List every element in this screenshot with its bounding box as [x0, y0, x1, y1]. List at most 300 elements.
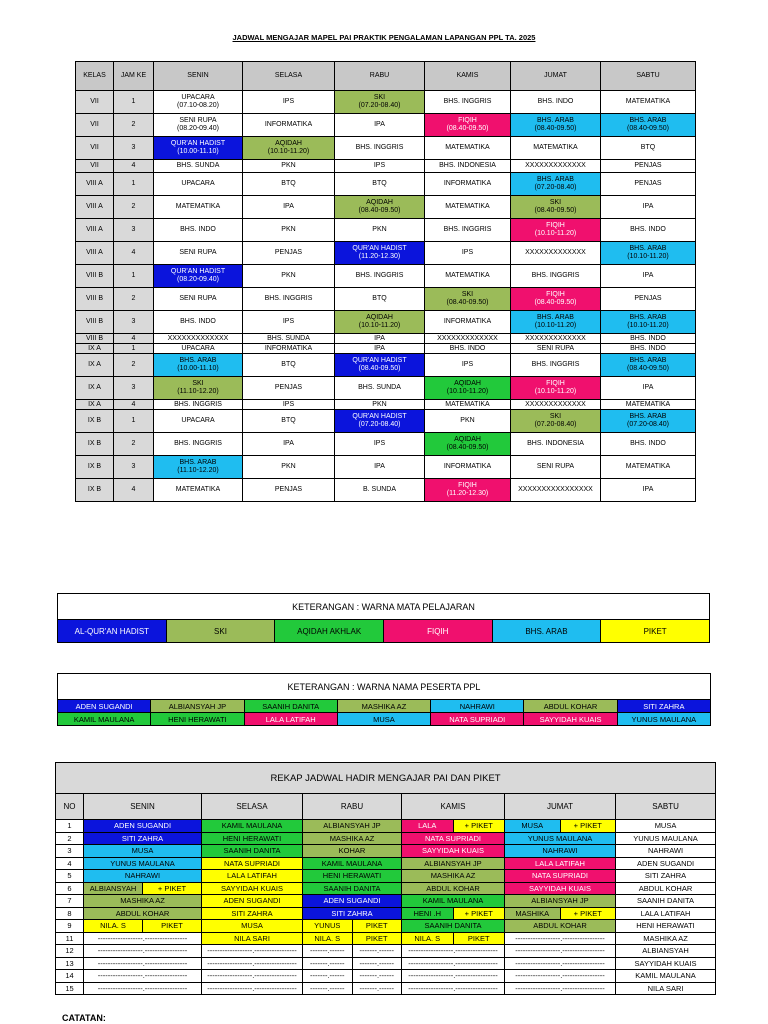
schedule-cell — [601, 344, 696, 354]
cell-text-line: BHS. ARAB — [629, 314, 667, 321]
schedule-cell — [243, 433, 335, 456]
recap-cell: ------------------.----------------- — [84, 970, 202, 983]
recap-piket-mark: + PIKET — [453, 908, 505, 920]
recap-name: -------.------ — [309, 946, 345, 955]
document-title: JADWAL MENGAJAR MAPEL PAI PRAKTIK PENGALAMAN LAPANGAN PPL TA. 2025 — [232, 33, 536, 42]
column-header: JUMAT — [511, 62, 601, 91]
cell-text-line: BHS. INDO — [630, 344, 666, 352]
cell-text-line: SKI — [192, 380, 204, 387]
class-cell: IX A — [76, 400, 114, 410]
class-cell: IX A — [76, 344, 114, 354]
cell-text-line: BHS. INDONESIA — [439, 162, 496, 169]
schedule-row — [76, 288, 696, 311]
schedule-row — [76, 433, 696, 456]
recap-cell: ------------------.----------------- — [84, 945, 202, 958]
schedule-cell — [243, 479, 335, 502]
schedule-row — [76, 410, 696, 433]
schedule-table — [75, 61, 696, 502]
cell-text-line: MATEMATIKA — [533, 144, 578, 151]
participant-color-legend — [57, 673, 711, 726]
cell-text-line: IPA — [642, 486, 654, 493]
recap-cell: ------------------.----------------- — [202, 957, 303, 970]
schedule-cell — [511, 265, 601, 288]
recap-row — [56, 945, 716, 958]
participant-legend-item: SITI ZAHRA — [617, 700, 710, 713]
recap-cell: ADEN SUGANDI — [202, 895, 303, 908]
cell-text-line: FIQIH — [546, 380, 565, 387]
cell-text-line: IPS — [282, 400, 295, 408]
participant-legend-item: KAMIL MAULANA — [58, 713, 151, 726]
schedule-cell — [154, 433, 243, 456]
participant-legend-item: HENI HERAWATI — [151, 713, 244, 726]
recap-cell: SAANIH DANITA — [202, 845, 303, 858]
cell-text-line: MATEMATIKA — [625, 98, 671, 105]
cell-text-line: QUR'AN HADIST — [170, 268, 226, 275]
schedule-cell — [243, 91, 335, 114]
participant-legend-item: ADEN SUGANDI — [58, 700, 151, 713]
cell-text-line: BHS. INDO — [630, 440, 666, 447]
schedule-cell — [154, 479, 243, 502]
recap-cell: ------------------.----------------- — [402, 945, 505, 958]
recap-row — [56, 895, 716, 908]
subject-legend-item: SKI — [166, 620, 275, 643]
cell-text-line: BHS. ARAB — [179, 357, 217, 364]
schedule-cell — [154, 196, 243, 219]
cell-text-line: BTQ — [281, 417, 296, 424]
cell-text-line: (08.40-09.50) — [534, 207, 577, 214]
cell-text-line: PENJAS — [634, 180, 662, 187]
schedule-cell — [425, 354, 511, 377]
recap-cell: KAMIL MAULANA — [202, 820, 303, 833]
cell-text-line: XXXXXXXXXXXXX — [437, 334, 498, 342]
recap-cell: NATA SUPRIADI — [202, 857, 303, 870]
cell-text-line: SKI — [549, 413, 562, 420]
cell-text-line: MATEMATIKA — [445, 144, 490, 151]
schedule-cell — [511, 196, 601, 219]
cell-text-line: BTQ — [372, 295, 387, 302]
recap-cell: ------------------.----------------- — [402, 982, 505, 995]
column-header: KELAS — [76, 62, 114, 91]
recap-cell: ADEN SUGANDI — [303, 895, 402, 908]
cell-text-line: FIQIH — [546, 222, 565, 229]
recap-name: HENI .H — [402, 908, 453, 920]
recap-cell — [84, 920, 202, 933]
schedule-cell — [335, 219, 425, 242]
cell-text-line: FIQIH — [458, 117, 477, 124]
cell-text-line: SENI RUPA — [179, 117, 217, 124]
schedule-cell — [243, 377, 335, 400]
recap-cell: ------------------.----------------- — [202, 945, 303, 958]
recap-row — [56, 907, 716, 920]
recap-cell: ABDUL KOHAR — [505, 920, 616, 933]
recap-name: NILA. S — [84, 920, 142, 932]
cell-text-line: IPS — [282, 98, 295, 105]
recap-title: REKAP JADWAL HADIR MENGAJAR PAI DAN PIKET — [56, 763, 716, 794]
subject-legend-item: FIQIH — [383, 620, 492, 643]
cell-text-line: MATEMATIKA — [175, 203, 221, 210]
schedule-cell — [335, 196, 425, 219]
recap-column-header: RABU — [303, 794, 402, 820]
period-cell: 2 — [114, 433, 154, 456]
column-header: SELASA — [243, 62, 335, 91]
schedule-cell — [154, 334, 243, 344]
cell-text-line: (08.40-09.50) — [626, 125, 670, 132]
schedule-cell — [154, 242, 243, 265]
schedule-cell — [511, 344, 601, 354]
cell-text-line: (10.10-11.20) — [627, 253, 669, 260]
cell-text-line: BHS. SUNDA — [358, 384, 401, 391]
schedule-cell — [425, 114, 511, 137]
recap-cell: ------------------.----------------- — [505, 970, 616, 983]
cell-text-line: SKI — [549, 199, 562, 206]
cell-text-line: SENI RUPA — [536, 463, 575, 470]
recap-split — [505, 908, 615, 920]
schedule-cell — [154, 410, 243, 433]
cell-text-line: (10.10-11.20) — [627, 322, 669, 329]
schedule-cell — [511, 456, 601, 479]
cell-text-line: PKN — [460, 417, 475, 424]
cell-text-line: BHS. INDO — [630, 334, 666, 342]
period-cell: 3 — [114, 311, 154, 334]
schedule-cell — [425, 410, 511, 433]
schedule-cell — [425, 173, 511, 196]
schedule-cell — [335, 433, 425, 456]
subject-legend-item: BHS. ARAB — [492, 620, 601, 643]
recap-cell: SITI ZAHRA — [616, 870, 716, 883]
recap-cell: MASHIKA AZ — [303, 832, 402, 845]
cell-text-line: BHS. ARAB — [629, 357, 667, 364]
participant-legend-item: ABDUL KOHAR — [524, 700, 617, 713]
recap-name: YUNUS — [303, 920, 352, 932]
recap-cell: SAANIH DANITA — [402, 920, 505, 933]
recap-cell: ABDUL KOHAR — [84, 907, 202, 920]
cell-text-line: (08.40-09.50) — [358, 207, 401, 214]
cell-text-line: XXXXXXXXXXXXX — [167, 334, 229, 342]
recap-cell: YUNUS MAULANA — [616, 832, 716, 845]
schedule-cell — [601, 114, 696, 137]
recap-cell: ADEN SUGANDI — [84, 820, 202, 833]
recap-cell: KAMIL MAULANA — [402, 895, 505, 908]
cell-text-line: PENJAS — [274, 384, 303, 391]
recap-piket-mark: -------.------ — [352, 945, 402, 957]
schedule-cell — [335, 311, 425, 334]
recap-name: NILA. S — [303, 933, 352, 945]
cell-text-line: IPA — [642, 272, 654, 279]
participant-legend-item: ALBIANSYAH JP — [151, 700, 244, 713]
cell-text-line: XXXXXXXXXXXXXXXX — [518, 486, 593, 493]
cell-text-line: IPA — [374, 121, 385, 128]
class-cell: VII — [76, 137, 114, 160]
cell-text-line: BHS. INDO — [180, 226, 216, 233]
cell-text-line: (08.40-09.50) — [358, 365, 401, 372]
period-cell: 4 — [114, 160, 154, 173]
recap-cell: NAHRAWI — [505, 845, 616, 858]
schedule-cell — [335, 479, 425, 502]
schedule-row — [76, 242, 696, 265]
recap-cell: ------------------.----------------- — [505, 945, 616, 958]
schedule-cell — [511, 479, 601, 502]
recap-piket-mark: + PIKET — [142, 883, 201, 895]
recap-row — [56, 920, 716, 933]
schedule-cell — [335, 410, 425, 433]
schedule-row — [76, 354, 696, 377]
schedule-cell — [601, 479, 696, 502]
class-cell: VIII B — [76, 288, 114, 311]
cell-text-line: (08.40-09.50) — [446, 444, 489, 451]
recap-name: ALBIANSYAH — [84, 883, 142, 895]
cell-text-line: PENJAS — [634, 162, 662, 169]
cell-text-line: PKN — [281, 463, 296, 470]
cell-text-line: (08.40-09.50) — [534, 125, 577, 132]
schedule-cell — [243, 196, 335, 219]
schedule-cell — [243, 311, 335, 334]
column-header: JAM KE — [114, 62, 154, 91]
cell-text-line: IPA — [374, 463, 385, 470]
cell-text-line: BHS. INGGRIS — [443, 226, 492, 233]
recap-split — [303, 958, 401, 970]
recap-cell: ------------------.----------------- — [505, 982, 616, 995]
recap-row — [56, 882, 716, 895]
recap-cell: HENI HERAWATI — [616, 920, 716, 933]
cell-text-line: AQIDAH — [275, 140, 302, 147]
subject-color-legend — [57, 593, 710, 643]
cell-text-line: (08.20-09.40) — [176, 276, 220, 283]
cell-text-line: PKN — [372, 400, 387, 408]
cell-text-line: (10.10-11.20) — [358, 322, 401, 329]
schedule-cell — [154, 354, 243, 377]
recap-cell: ------------------.----------------- — [202, 982, 303, 995]
recap-cell: SAYYIDAH KUAIS — [402, 845, 505, 858]
cell-text-line: PENJAS — [634, 295, 662, 302]
recap-number-cell: 4 — [56, 857, 84, 870]
recap-name: -------.------ — [309, 971, 345, 980]
recap-piket-mark: + PIKET — [453, 820, 505, 832]
recap-cell — [303, 957, 402, 970]
recap-cell: MASHIKA AZ — [616, 932, 716, 945]
schedule-row — [76, 173, 696, 196]
recap-cell: SITI ZAHRA — [303, 907, 402, 920]
cell-text-line: (08.40-09.50) — [446, 125, 489, 132]
recap-name: -------.------ — [309, 983, 345, 993]
schedule-cell — [243, 334, 335, 344]
cell-text-line: BHS. INGGRIS — [443, 98, 492, 105]
schedule-cell — [601, 433, 696, 456]
recap-row — [56, 857, 716, 870]
cell-text-line: IPA — [642, 384, 654, 391]
recap-cell — [402, 932, 505, 945]
cell-text-line: BHS. ARAB — [537, 176, 574, 183]
schedule-cell — [601, 354, 696, 377]
class-cell: IX A — [76, 354, 114, 377]
recap-number-cell: 12 — [56, 945, 84, 958]
recap-piket-mark: -------.------ — [352, 958, 402, 970]
schedule-cell — [511, 288, 601, 311]
cell-text-line: BHS. ARAB — [179, 459, 217, 466]
recap-cell: SAANIH DANITA — [303, 882, 402, 895]
recap-cell: ALBIANSYAH JP — [402, 857, 505, 870]
class-cell: VIII B — [76, 265, 114, 288]
recap-split — [402, 820, 504, 832]
period-cell: 2 — [114, 354, 154, 377]
cell-text-line: BHS. ARAB — [629, 413, 667, 420]
cell-text-line: PENJAS — [274, 486, 303, 493]
schedule-cell — [243, 354, 335, 377]
class-cell: IX B — [76, 456, 114, 479]
period-cell: 2 — [114, 196, 154, 219]
cell-text-line: BHS. INGGRIS — [531, 361, 580, 368]
schedule-cell — [335, 400, 425, 410]
period-cell: 4 — [114, 242, 154, 265]
schedule-cell — [425, 344, 511, 354]
cell-text-line: IPS — [461, 249, 474, 256]
period-cell: 1 — [114, 410, 154, 433]
period-cell: 2 — [114, 288, 154, 311]
schedule-row — [76, 114, 696, 137]
column-header: RABU — [335, 62, 425, 91]
column-header: KAMIS — [425, 62, 511, 91]
recap-number-cell: 7 — [56, 895, 84, 908]
class-cell: VIII A — [76, 242, 114, 265]
schedule-cell — [154, 400, 243, 410]
schedule-cell — [335, 377, 425, 400]
recap-cell: KAMIL MAULANA — [303, 857, 402, 870]
schedule-cell — [601, 410, 696, 433]
schedule-cell — [511, 160, 601, 173]
recap-cell: MUSA — [616, 820, 716, 833]
recap-cell: SAYYIDAH KUAIS — [505, 882, 616, 895]
cell-text-line: QUR'AN HADIST — [352, 357, 407, 364]
schedule-cell — [243, 288, 335, 311]
subject-legend-item: PIKET — [601, 620, 710, 643]
recap-cell — [84, 882, 202, 895]
recap-number-cell: 3 — [56, 845, 84, 858]
schedule-row — [76, 311, 696, 334]
class-cell: VIII B — [76, 311, 114, 334]
cell-text-line: (08.40-09.50) — [446, 299, 489, 306]
schedule-cell — [243, 242, 335, 265]
schedule-cell — [243, 137, 335, 160]
schedule-row — [76, 137, 696, 160]
recap-split — [505, 820, 615, 832]
schedule-cell — [511, 137, 601, 160]
schedule-cell — [425, 311, 511, 334]
cell-text-line: (10.00-11.10) — [177, 365, 219, 372]
cell-text-line: (07.20-08.40) — [534, 184, 577, 191]
schedule-cell — [335, 160, 425, 173]
cell-text-line: AQIDAH — [366, 314, 393, 321]
schedule-cell — [511, 114, 601, 137]
cell-text-line: BHS. INDO — [180, 318, 216, 325]
recap-cell: ------------------.----------------- — [84, 932, 202, 945]
recap-name: MASHIKA — [505, 908, 560, 920]
recap-piket-mark: PIKET — [352, 920, 402, 932]
schedule-cell — [154, 219, 243, 242]
cell-text-line: INFORMATIKA — [264, 121, 313, 128]
cell-text-line: BHS. ARAB — [537, 314, 574, 321]
schedule-cell — [154, 173, 243, 196]
cell-text-line: IPS — [373, 440, 386, 447]
cell-text-line: MATEMATIKA — [175, 486, 221, 493]
subject-legend-item: AL-QUR'AN HADIST — [58, 620, 167, 643]
cell-text-line: FIQIH — [546, 291, 565, 298]
schedule-cell — [335, 334, 425, 344]
recap-cell: NAHRAWI — [84, 870, 202, 883]
cell-text-line: BHS. INDO — [449, 344, 486, 352]
schedule-cell — [511, 334, 601, 344]
class-cell: IX B — [76, 410, 114, 433]
cell-text-line: UPACARA — [181, 417, 215, 424]
recap-column-header: NO — [56, 794, 84, 820]
class-cell: VII — [76, 160, 114, 173]
cell-text-line: SENI RUPA — [179, 295, 217, 302]
cell-text-line: (07.20-08.40) — [534, 421, 577, 428]
schedule-cell — [601, 219, 696, 242]
schedule-cell — [601, 91, 696, 114]
cell-text-line: PKN — [281, 272, 296, 279]
cell-text-line: (07.20-08.40) — [626, 421, 670, 428]
schedule-cell — [601, 137, 696, 160]
cell-text-line: BHS. INGGRIS — [355, 272, 404, 279]
schedule-cell — [601, 288, 696, 311]
class-cell: VIII B — [76, 334, 114, 344]
cell-text-line: UPACARA — [181, 344, 215, 352]
schedule-cell — [511, 242, 601, 265]
period-cell: 1 — [114, 344, 154, 354]
cell-text-line: QUR'AN HADIST — [352, 245, 407, 252]
recap-cell: HENI HERAWATI — [303, 870, 402, 883]
schedule-cell — [154, 344, 243, 354]
cell-text-line: INFORMATIKA — [443, 180, 492, 187]
recap-piket-mark: -------.------ — [352, 983, 402, 995]
cell-text-line: IPA — [283, 440, 294, 447]
recap-cell: NILA SARI — [616, 982, 716, 995]
class-cell: VIII A — [76, 196, 114, 219]
schedule-cell — [425, 433, 511, 456]
recap-split — [303, 920, 401, 932]
recap-split — [84, 883, 201, 895]
recap-cell: ------------------.----------------- — [402, 970, 505, 983]
schedule-cell — [511, 219, 601, 242]
recap-cell: SITI ZAHRA — [84, 832, 202, 845]
recap-cell: MUSA — [202, 920, 303, 933]
recap-cell — [402, 820, 505, 833]
schedule-cell — [601, 377, 696, 400]
recap-cell: YUNUS MAULANA — [505, 832, 616, 845]
class-cell: VII — [76, 91, 114, 114]
cell-text-line: PKN — [281, 226, 296, 233]
recap-split — [303, 945, 401, 957]
period-cell: 4 — [114, 334, 154, 344]
schedule-cell — [425, 91, 511, 114]
schedule-row — [76, 479, 696, 502]
recap-cell: ALBIANSYAH — [616, 945, 716, 958]
schedule-cell — [154, 377, 243, 400]
cell-text-line: SENI RUPA — [536, 344, 575, 352]
recap-piket-mark: + PIKET — [560, 820, 616, 832]
schedule-cell — [335, 354, 425, 377]
cell-text-line: BHS. SUNDA — [176, 162, 220, 169]
recap-cell: NATA SUPRIADI — [402, 832, 505, 845]
cell-text-line: PKN — [281, 162, 296, 169]
schedule-cell — [243, 410, 335, 433]
cell-text-line: PENJAS — [274, 249, 303, 256]
cell-text-line: SENI RUPA — [179, 249, 217, 256]
cell-text-line: BHS. INDO — [630, 226, 666, 233]
schedule-row — [76, 91, 696, 114]
recap-piket-mark: + PIKET — [560, 908, 616, 920]
period-cell: 3 — [114, 456, 154, 479]
participant-legend-item: MASHIKA AZ — [337, 700, 430, 713]
